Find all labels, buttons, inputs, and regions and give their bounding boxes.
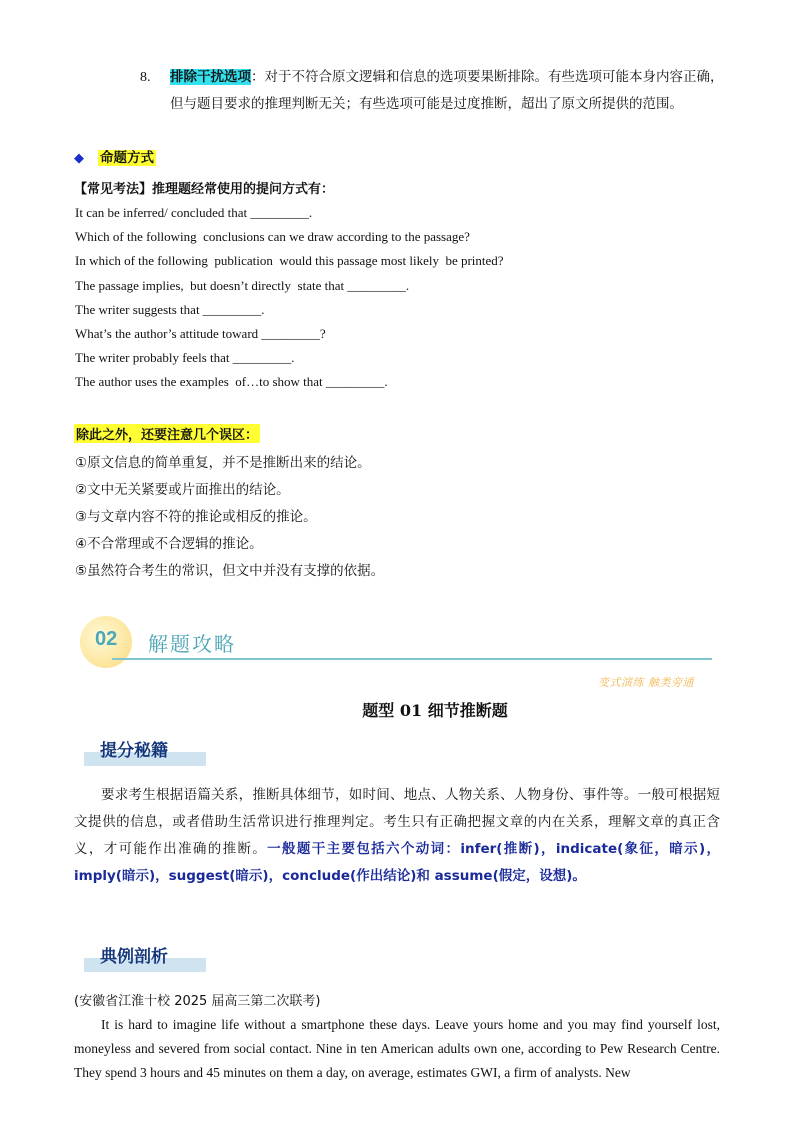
highlighted-term: 排除干扰选项: [170, 69, 251, 85]
pitfall-item: ③与文章内容不符的推论或相反的推论。: [75, 509, 317, 525]
pitfall-item: ④不合常理或不合逻辑的推论。: [75, 536, 263, 552]
source-line: (安徽省江淮十校 2025 届高三第二次联考): [74, 994, 321, 1009]
section-number: 02: [95, 628, 118, 650]
common-ways-heading: 【常见考法】推理题经常使用的提问方式有：: [74, 182, 335, 197]
question-line: The writer probably feels that _________.: [75, 350, 295, 365]
tip-tag: [84, 736, 206, 766]
section-subtitle: 变式演练 触类旁通: [598, 676, 694, 689]
diamond-bullet-icon: ◆: [74, 151, 84, 166]
question-line: The passage implies, but doesn’t directly state that _________.: [75, 278, 410, 293]
tag-label: 提分秘籍: [100, 741, 168, 761]
list-item-8: [140, 64, 725, 118]
passage-paragraph: It is hard to imagine life without a smartphone these days. Leave yours home and you may find yourself lost, moneyless and severed from social contact. Nine in ten American adults own one, according to Pew Research Centre. They spend 3 hours and 45 minutes on them a day, on average, estimates GWI, a firm of analysts. New: [74, 1017, 720, 1080]
section-heading-label: 命题方式: [100, 150, 154, 166]
strategy-paragraph: [74, 782, 720, 890]
pitfall-item: ⑤虽然符合考生的常识，但文中并没有支撑的依据。: [75, 563, 385, 579]
pitfalls-heading: 除此之外，还要注意几个误区：: [74, 424, 260, 443]
question-line: What’s the author’s attitude toward _________?: [75, 326, 326, 341]
keyword-sentence: 一般题干主要包括六个动词：infer(推断)，indicate(象征，暗示)，imply(暗示)，suggest(暗示)，conclude(作出结论)和 assume(假定，设想)。: [74, 841, 721, 884]
tag-label: 典例剖析: [100, 947, 168, 967]
question-line: In which of the following publication would this passage most likely be printed?: [75, 253, 504, 268]
section-divider: [112, 658, 712, 660]
question-line: The author uses the examples of…to show that _________.: [75, 374, 388, 389]
example-tag: [84, 942, 206, 972]
question-type-title: 题型 01 细节推断题: [362, 701, 508, 720]
pitfall-item: ①原文信息的简单重复，并不是推断出来的结论。: [75, 455, 371, 471]
question-line: The writer suggests that _________.: [75, 302, 265, 317]
paragraph-text: 要求考生根据语篇关系，推断具体细节，如时间、地点、人物关系、人物身份、事件等。一般可根据短文提供的信息，或者借助生活常识进行推理判定。考生只有正确把握文章的内在关系，理解文章的真正含义，才可能作出准确的推断。: [74, 787, 720, 857]
section-heading: [74, 146, 156, 166]
item-text: ：对于不符合原文逻辑和信息的选项要果断排除。有些选项可能本身内容正确，但与题目要求的推理判断无关；有些选项可能是过度推断，超出了原文所提供的范围。: [170, 69, 724, 112]
item-number: 8.: [140, 70, 151, 85]
pitfall-item: ②文中无关紧要或片面推出的结论。: [75, 482, 290, 498]
section-title: 解题攻略: [148, 632, 236, 656]
question-line: Which of the following conclusions can we draw according to the passage?: [75, 229, 470, 244]
question-line: It can be inferred/ concluded that _________.: [75, 205, 313, 220]
